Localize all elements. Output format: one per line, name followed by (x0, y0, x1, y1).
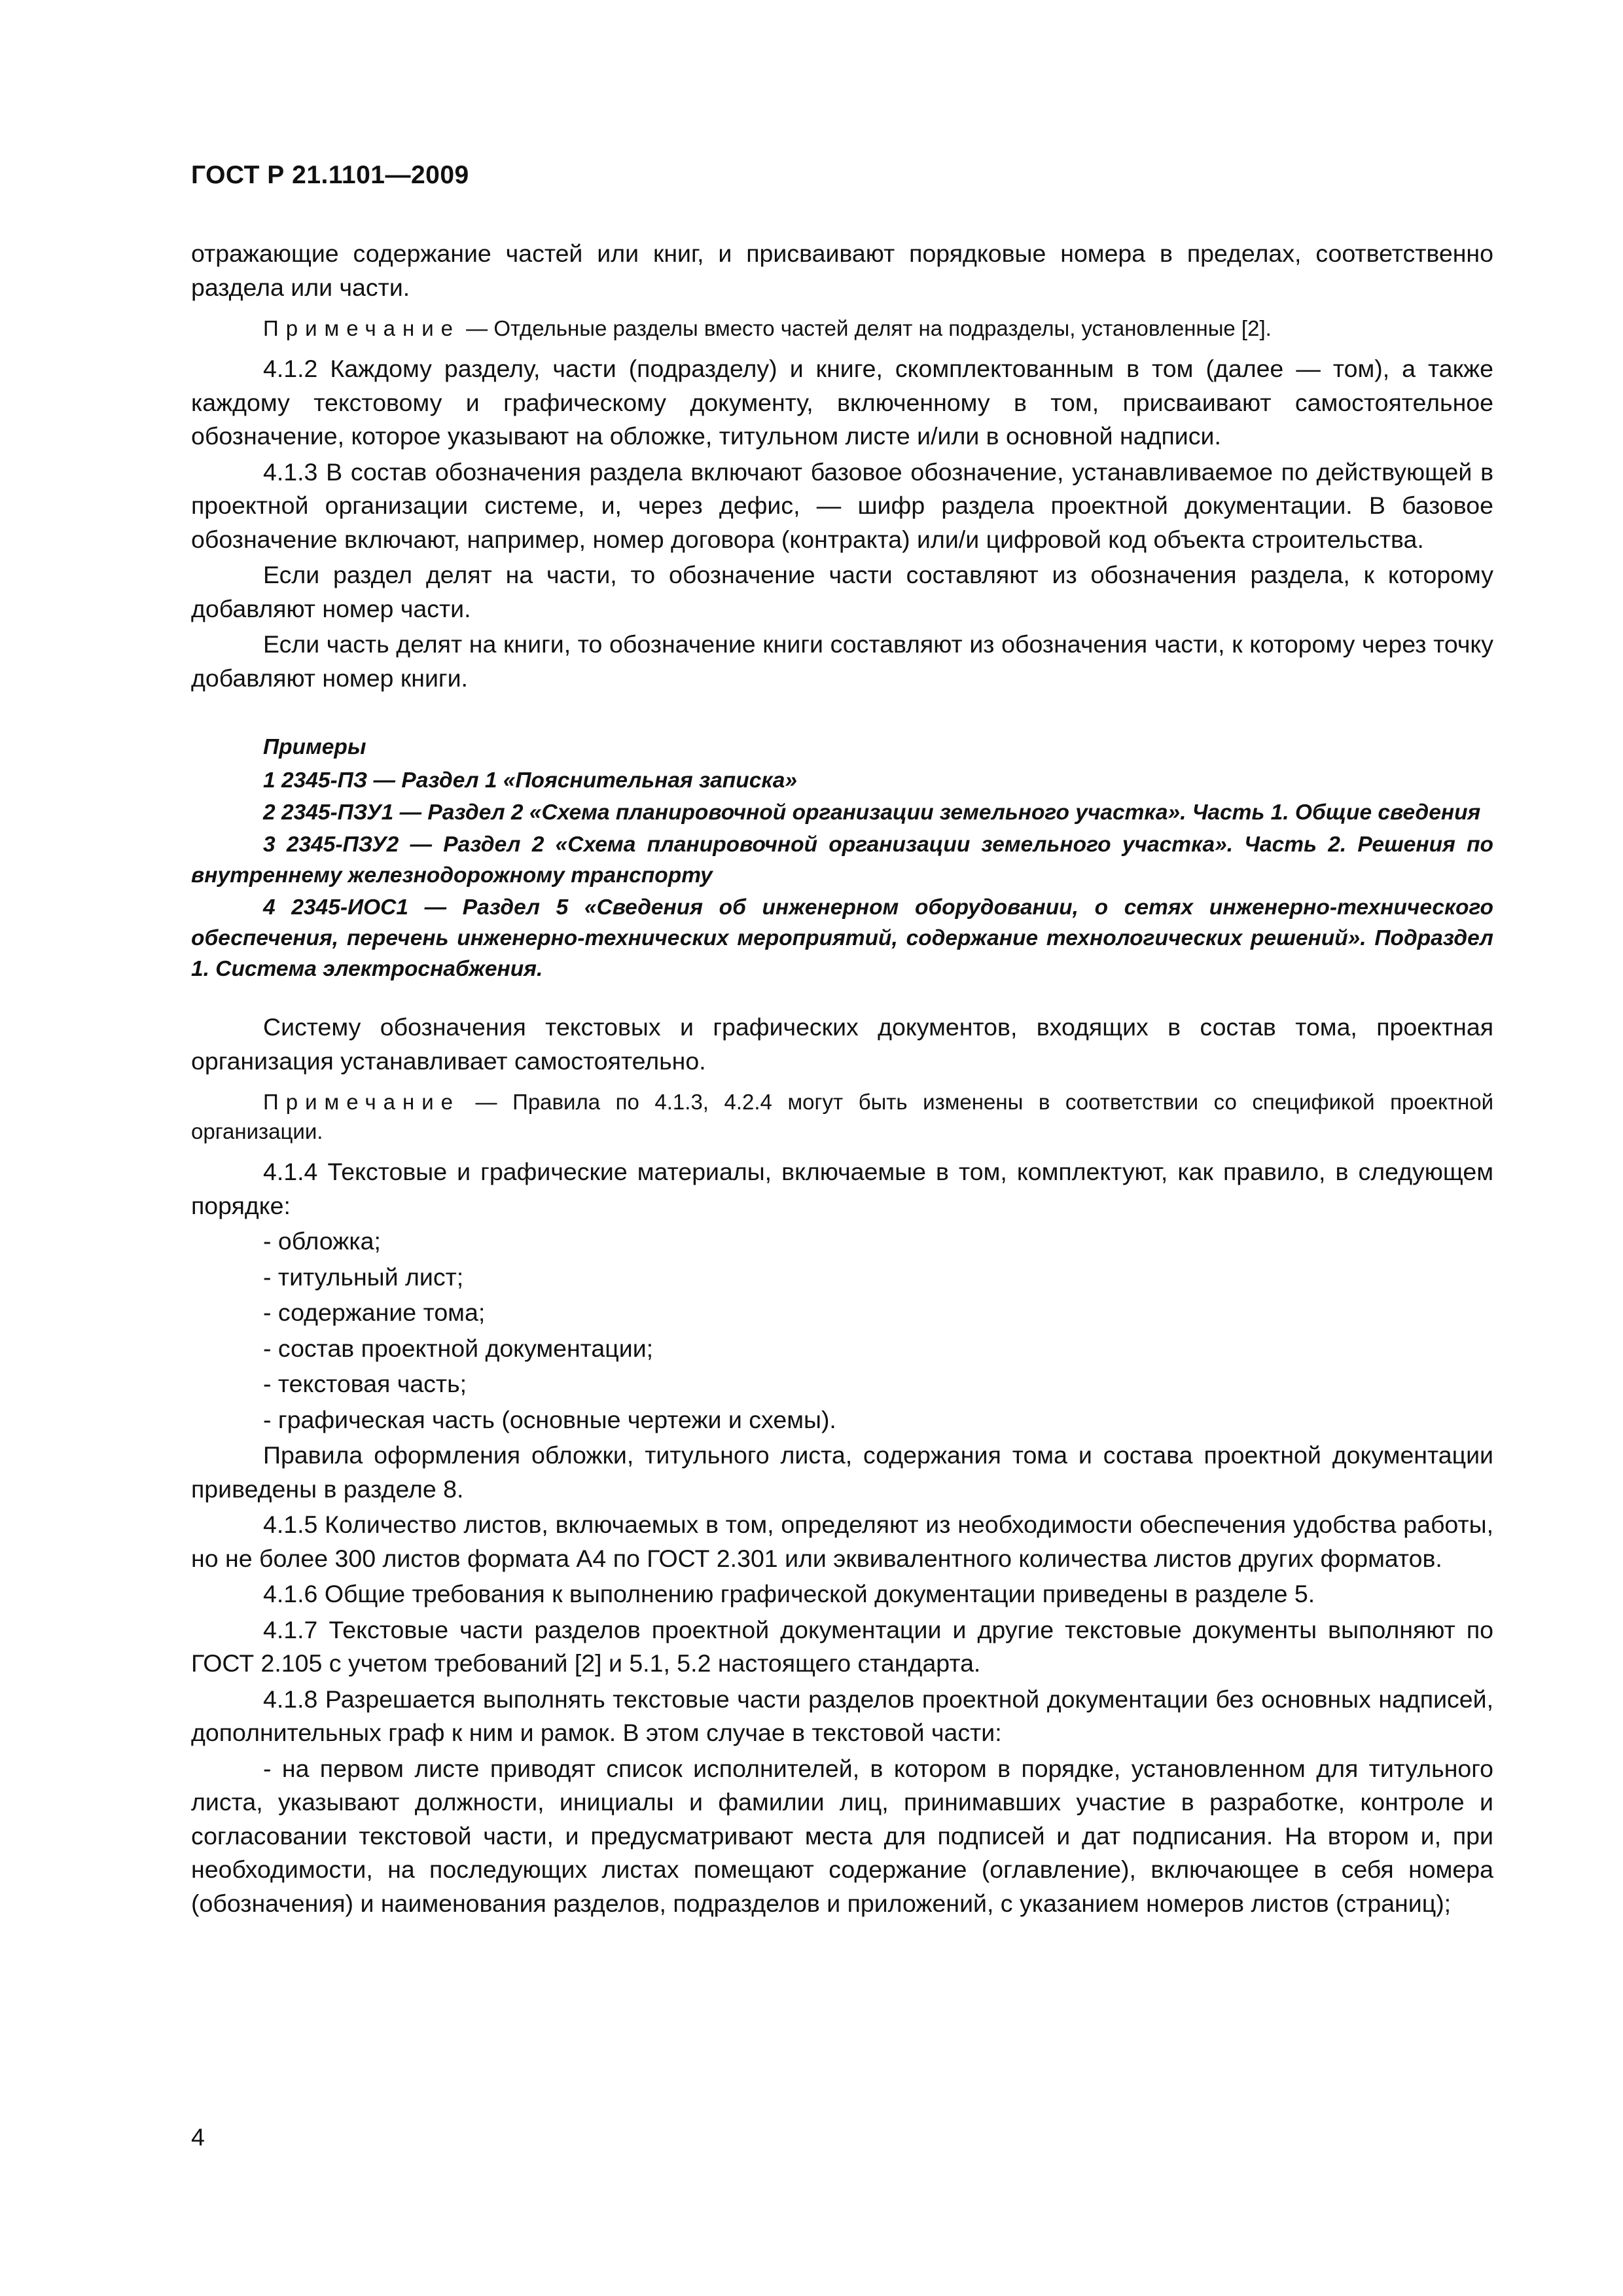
list-item: - графическая часть (основные чертежи и схемы). (263, 1405, 836, 1433)
note-text: — Отдельные разделы вместо частей делят на подразделы, установленные [2]. (460, 316, 1272, 340)
paragraph: 4.1.3 В состав обозначения раздела включают базовое обозначение, устанавливаемое по действующей в проектной организации системе, и, через дефис, — шифр раздела проектной документации. В базовое обозначение включают, например, номер договора (контракта) или/и цифровой код объекта строительства. (191, 457, 1493, 553)
example-item: 4 2345-ИОС1 — Раздел 5 «Сведения об инженерном оборудовании, о сетях инженерно-технического обеспечения, перечень инженерно-технических мероприятий, содержание технологических решений». Подраздел 1. Система электроснабжения. (191, 895, 1493, 981)
list-item: - обложка; (263, 1227, 381, 1255)
document-body (191, 237, 1493, 1922)
paragraph: 4.1.2 Каждому разделу, части (подразделу) и книге, скомплектованным в том (далее — том), а также каждому текстовому и графическому документу, включенному в том, присваивают самостоятельное обозначение, которое указывают на обложке, титульном листе и/или в основной надписи. (191, 355, 1493, 450)
note-text: — Правила по 4.1.3, 4.2.4 могут быть изменены в соответствии со спецификой проектной организации. (191, 1090, 1493, 1143)
example-item: 3 2345-ПЗУ2 — Раздел 2 «Схема планировочной организации земельного участка». Часть 2. Решения по внутреннему железнодорожному транспорту (191, 833, 1493, 888)
list-item: - текстовая часть; (263, 1370, 467, 1397)
paragraph: отражающие содержание частей или книг, и присваивают порядковые номера в пределах, соответственно раздела или части. (191, 240, 1493, 301)
paragraph: Систему обозначения текстовых и графических документов, входящих в состав тома, проектная организация устанавливает самостоятельно. (191, 1013, 1493, 1075)
note (191, 314, 1493, 343)
paragraph: 4.1.8 Разрешается выполнять текстовые части разделов проектной документации без основных надписей, дополнительных граф к ним и рамок. В этом случае в текстовой части: (191, 1685, 1493, 1746)
paragraph: 4.1.4 Текстовые и графические материалы, включаемые в том, комплектуют, как правило, в следующем порядке: (191, 1158, 1493, 1219)
examples-heading: Примеры (263, 735, 366, 759)
list-item: - содержание тома; (263, 1299, 486, 1326)
example-item: 1 2345-ПЗ — Раздел 1 «Пояснительная записка» (263, 768, 798, 793)
paragraph: 4.1.5 Количество листов, включаемых в том, определяют из необходимости обеспечения удобства работы, но не более 300 листов формата А4 по ГОСТ 2.301 или эквивалентного количества листов других форматов. (191, 1511, 1493, 1572)
note-label: Примечание (263, 316, 461, 340)
note (191, 1087, 1493, 1146)
paragraph: 4.1.7 Текстовые части разделов проектной документации и другие текстовые документы выполняют по ГОСТ 2.105 с учетом требований [2] и 5.1, 5.2 настоящего стандарта. (191, 1615, 1493, 1677)
paragraph: 4.1.6 Общие требования к выполнению графической документации приведены в разделе 5. (263, 1580, 1315, 1607)
document-header: ГОСТ Р 21.1101—2009 (191, 161, 469, 189)
list-item: - титульный лист; (263, 1263, 464, 1291)
note-label: Примечание (263, 1090, 461, 1114)
list-item: - на первом листе приводят список исполнителей, в котором в порядке, установленном для титульного листа, указывают должности, инициалы и фамилии лиц, принимавших участие в разработке, контроле и согласовании текстовой части, и предусматривают места для подписей и дат подписания. На втором и, при необходимости, на последующих листах помещают содержание (оглавление), включающее в себя номера (обозначения) и наименования разделов, подразделов и приложений, с указанием номеров листов (страниц); (191, 1754, 1493, 1917)
example-item: 2 2345-ПЗУ1 — Раздел 2 «Схема планировочной организации земельного участка». Часть 1. Общие сведения (263, 800, 1481, 825)
paragraph: Если раздел делят на части, то обозначение части составляют из обозначения раздела, к которому добавляют номер части. (191, 561, 1493, 622)
paragraph: Правила оформления обложки, титульного листа, содержания тома и состава проектной документации приведены в разделе 8. (191, 1441, 1493, 1503)
page-number: 4 (191, 2123, 205, 2151)
list-item: - состав проектной документации; (263, 1334, 654, 1362)
paragraph: Если часть делят на книги, то обозначение книги составляют из обозначения части, к которому через точку добавляют номер книги. (191, 630, 1493, 692)
